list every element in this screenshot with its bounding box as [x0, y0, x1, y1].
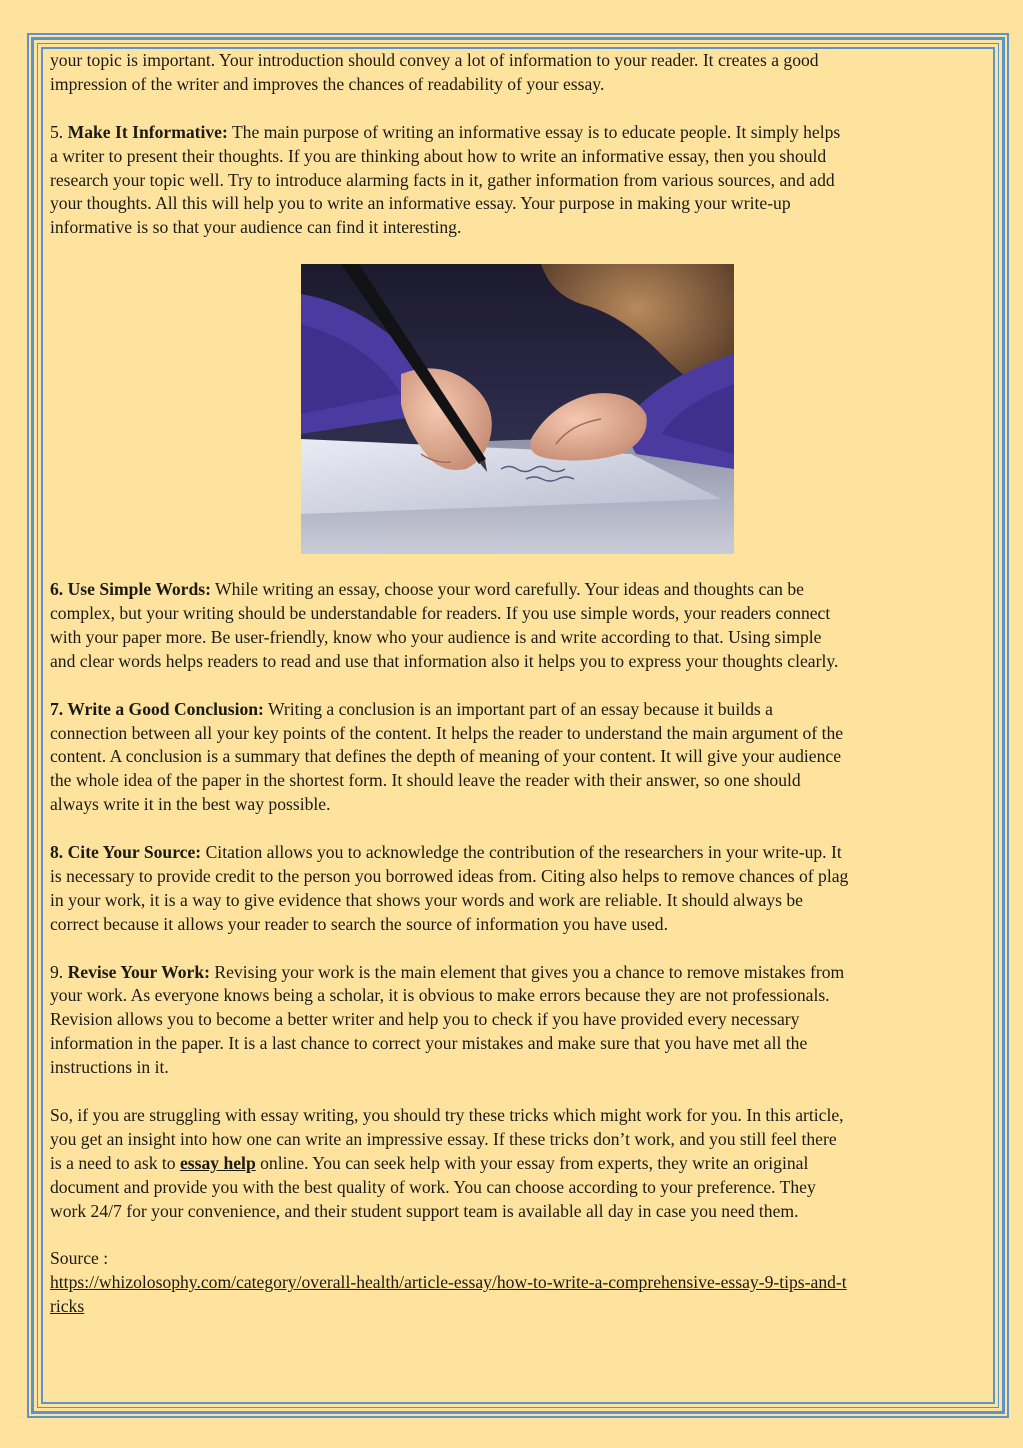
source-url-link[interactable]: https://whizolosophy.com/category/overall-health/article-essay/how-to-write-a-comprehensive-essay-9-tips-and-t ricks [50, 1272, 847, 1317]
tip-8-body: Citation allows you to acknowledge the contribution of the researchers in your write-up. It is necessary to provide credit to the person you borrowed ideas from. Citing also helps to remove chances of plag in your work, it is a way to give evidence that shows your words and work are reliable. It should always be correct because it allows your reader to search the source of information you have used. [50, 842, 849, 934]
tip-8-paragraph [50, 841, 990, 937]
article-body [50, 49, 990, 1343]
tip-5-body: The main purpose of writing an informative essay is to educate people. It simply helps a writer to present their thoughts. If you are thinking about how to write an informative essay, then you should research your topic well. Try to introduce alarming facts in it, gather information from various sources, and add your thoughts. All this will help you to write an informative essay. Your purpose in making your write-up informative is so that your audience can find it interesting. [50, 121, 841, 238]
tip-5-paragraph [50, 121, 990, 241]
source-label: Source : [50, 1248, 109, 1269]
tip-6-paragraph [50, 578, 990, 674]
conclusion-text-after-link: online. You can seek help with your essay from experts, they write an original document and provide you with the best quality of work. You can choose according to your preference. They work 24/7 for your convenience, and their student support team is available all day in case you need them. [50, 1152, 816, 1221]
writing-hands-photo [301, 264, 734, 554]
tip-6-heading: 6. Use Simple Words: [50, 579, 211, 600]
intro-continued-paragraph: your topic is important. Your introduction should convey a lot of information to your reader. It creates a good impression of the writer and improves the chances of readability of your essay. [50, 50, 819, 94]
tip-9-heading: Revise Your Work: [67, 961, 210, 982]
tip-9-number: 9. [50, 961, 68, 982]
tip-8-heading: 8. Cite Your Source: [50, 842, 202, 863]
tip-7-body: Writing a conclusion is an important part of an essay because it builds a connection between all your key points of the content. It helps the reader to understand the main argument of the content. A conclusion is a summary that defines the depth of meaning of your content. It will give your audience the whole idea of the paper in the shortest form. It should leave the reader with their answer, so one should always write it in the best way possible. [50, 698, 844, 815]
conclusion-text-before-link: So, if you are struggling with essay writing, you should try these tricks which might work for you. In this article, you get an insight into how one can write an impressive essay. If these tricks don’t work, and you still feel there is a need to ask to [50, 1105, 844, 1173]
essay-help-link[interactable] [180, 1153, 256, 1173]
source-paragraph [50, 1247, 990, 1319]
tip-7-heading: 7. Write a Good Conclusion: [50, 698, 264, 719]
conclusion-paragraph [50, 1104, 990, 1224]
tip-9-paragraph [50, 961, 990, 1081]
tip-6-body: While writing an essay, choose your word carefully. Your ideas and thoughts can be complex, but your writing should be understandable for readers. If you use simple words, your readers connect with your paper more. Be user-friendly, know who your audience is and write according to that. Using simple and clear words helps readers to read and use that information also it helps you to express your thoughts clearly. [50, 579, 839, 671]
tip-5-heading: Make It Informative: [67, 121, 228, 142]
essay-help-link-label: essay help [179, 1152, 256, 1173]
tip-9-body: Revising your work is the main element that gives you a chance to remove mistakes from your work. As everyone knows being a scholar, it is obvious to make errors because they are not professionals. Revision allows you to become a better writer and help you to check if you have provided every necessary information in the paper. It is a last chance to correct your mistakes and make sure that you have met all the instructions in it. [50, 961, 845, 1078]
tip-7-paragraph [50, 698, 990, 818]
tip-5-number: 5. [50, 121, 68, 142]
